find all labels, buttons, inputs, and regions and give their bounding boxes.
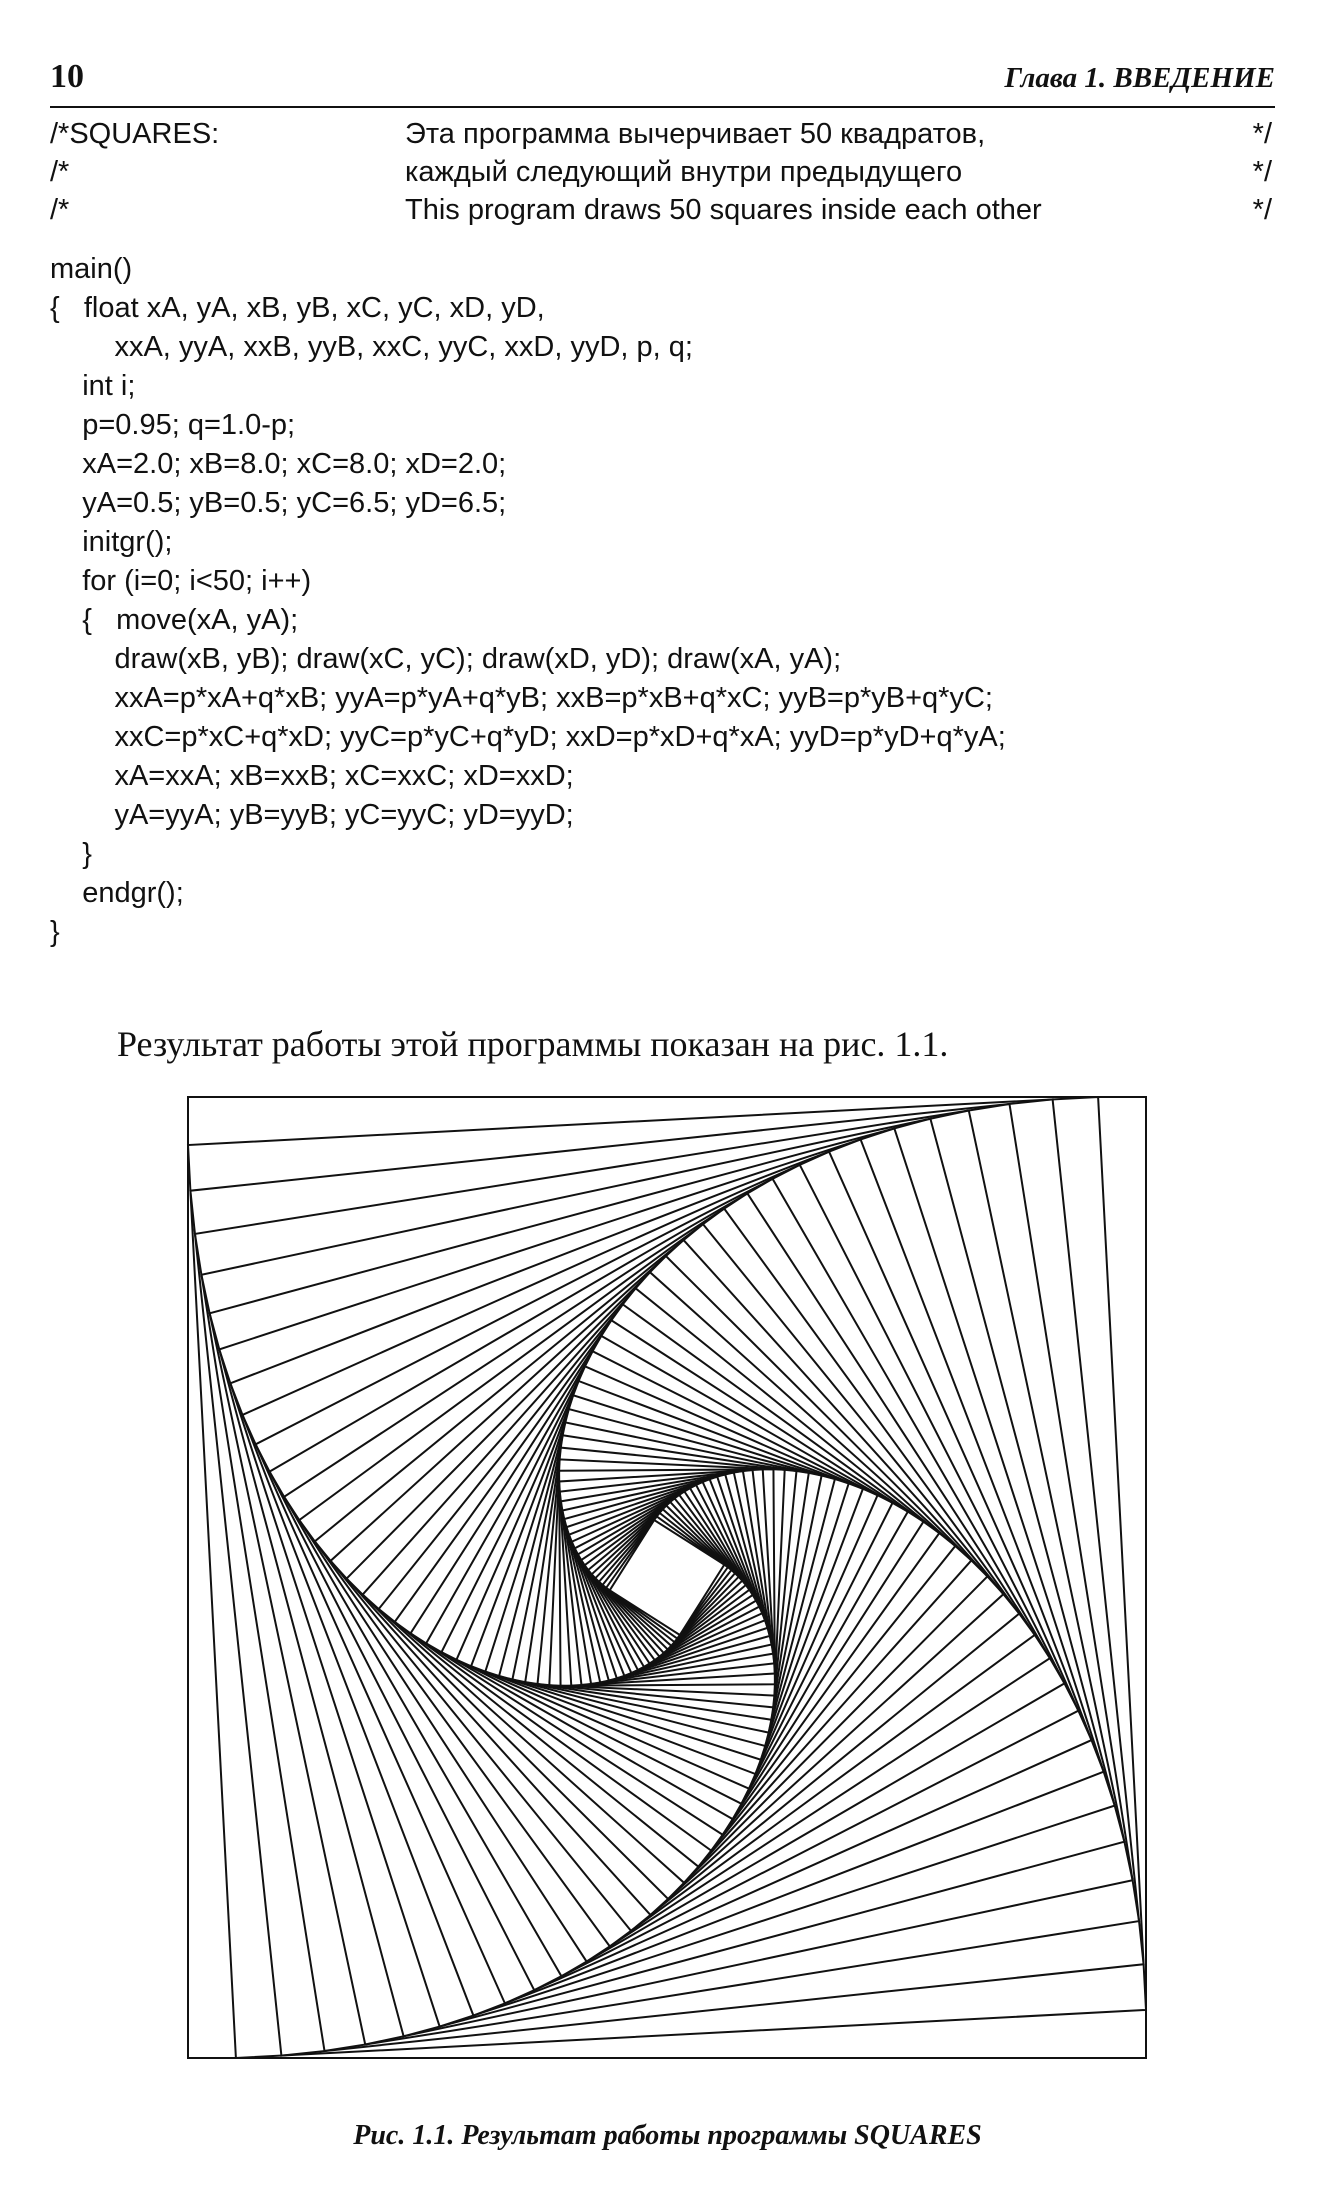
comment-end: */ — [1252, 156, 1272, 188]
square-20 — [411, 1320, 924, 1835]
comment-tag: /* — [50, 156, 70, 188]
code-line: p=0.95; q=1.0-p; — [50, 409, 296, 441]
square-16 — [347, 1256, 988, 1899]
square-30 — [549, 1459, 784, 1695]
square-19 — [395, 1304, 940, 1850]
square-12 — [284, 1193, 1050, 1961]
code-line: xxA=p*xA+q*xB; yyA=p*yA+q*yB; xxB=p*xB+q*xC; yyB=p*yB+q*yC; — [50, 682, 993, 714]
page-header — [50, 58, 1275, 108]
code-line: { move(xA, yA); — [50, 604, 299, 636]
square-44 — [588, 1498, 746, 1656]
squares-drawing — [186, 1095, 1148, 2060]
code-line: { float xA, yA, xB, yB, xC, yC, xD, yD, — [50, 292, 545, 324]
square-9 — [242, 1152, 1091, 2004]
code-body — [50, 250, 1280, 952]
page-number: 10 — [50, 58, 84, 95]
comment-line — [50, 118, 1280, 156]
square-25 — [485, 1395, 848, 1760]
square-3 — [190, 1099, 1143, 2055]
comment-text: каждый следующий внутри предыдущего — [405, 156, 963, 188]
square-42 — [581, 1491, 753, 1663]
comment-text: Эта программа вычерчивает 50 квадратов, — [405, 118, 986, 150]
square-11 — [270, 1179, 1065, 1976]
square-23 — [456, 1366, 877, 1788]
square-28 — [525, 1435, 809, 1719]
figure-caption: Рис. 1.1. Результат работы программы SQUARES — [353, 2120, 982, 2151]
comment-end: */ — [1252, 194, 1272, 226]
square-24 — [471, 1381, 863, 1774]
square-14 — [315, 1224, 1019, 1931]
square-8 — [230, 1139, 1103, 2015]
code-line: xA=2.0; xB=8.0; xC=8.0; xD=2.0; — [50, 448, 507, 480]
code-line: xxA, yyA, xxB, yyB, xxC, yyC, xxD, yyD, p, q; — [50, 331, 693, 363]
square-15 — [331, 1240, 1004, 1915]
code-line: yA=0.5; yB=0.5; yC=6.5; yD=6.5; — [50, 487, 507, 519]
code-line: draw(xB, yB); draw(xC, yC); draw(xD, yD); draw(xA, yA); — [50, 643, 842, 675]
comment-tag: /*SQUARES: — [50, 118, 220, 150]
square-39 — [572, 1482, 762, 1673]
code-line: xxC=p*xC+q*xD; yyC=p*yC+q*yD; xxD=p*xD+q*xA; yyD=p*yD+q*yA; — [50, 721, 1006, 753]
squares-figure — [186, 1095, 1148, 2060]
code-line: } — [50, 916, 60, 948]
comment-line — [50, 156, 1280, 194]
code-line: endgr(); — [50, 877, 184, 909]
code-listing — [50, 118, 1280, 952]
code-line: initgr(); — [50, 526, 173, 558]
code-line: for (i=0; i<50; i++) — [50, 565, 312, 597]
square-18 — [379, 1288, 956, 1866]
code-line: } — [50, 838, 92, 870]
result-paragraph: Результат работы этой программы показан на рис. 1.1. — [117, 1024, 949, 1064]
comment-tag: /* — [50, 194, 70, 226]
square-13 — [299, 1209, 1034, 1947]
comment-line — [50, 194, 1280, 232]
square-22 — [441, 1351, 892, 1803]
chapter-title: Глава 1. ВВЕДЕНИЕ — [1004, 62, 1275, 94]
code-line: xA=xxA; xB=xxB; xC=xxC; xD=xxD; — [50, 760, 574, 792]
code-line: main() — [50, 253, 133, 285]
code-line: yA=yyA; yB=yyB; yC=yyC; yD=yyD; — [50, 799, 574, 831]
comment-end: */ — [1252, 118, 1272, 150]
square-7 — [219, 1128, 1114, 2026]
comment-text: This program draws 50 squares inside each other — [405, 194, 1042, 226]
code-line: int i; — [50, 370, 136, 402]
